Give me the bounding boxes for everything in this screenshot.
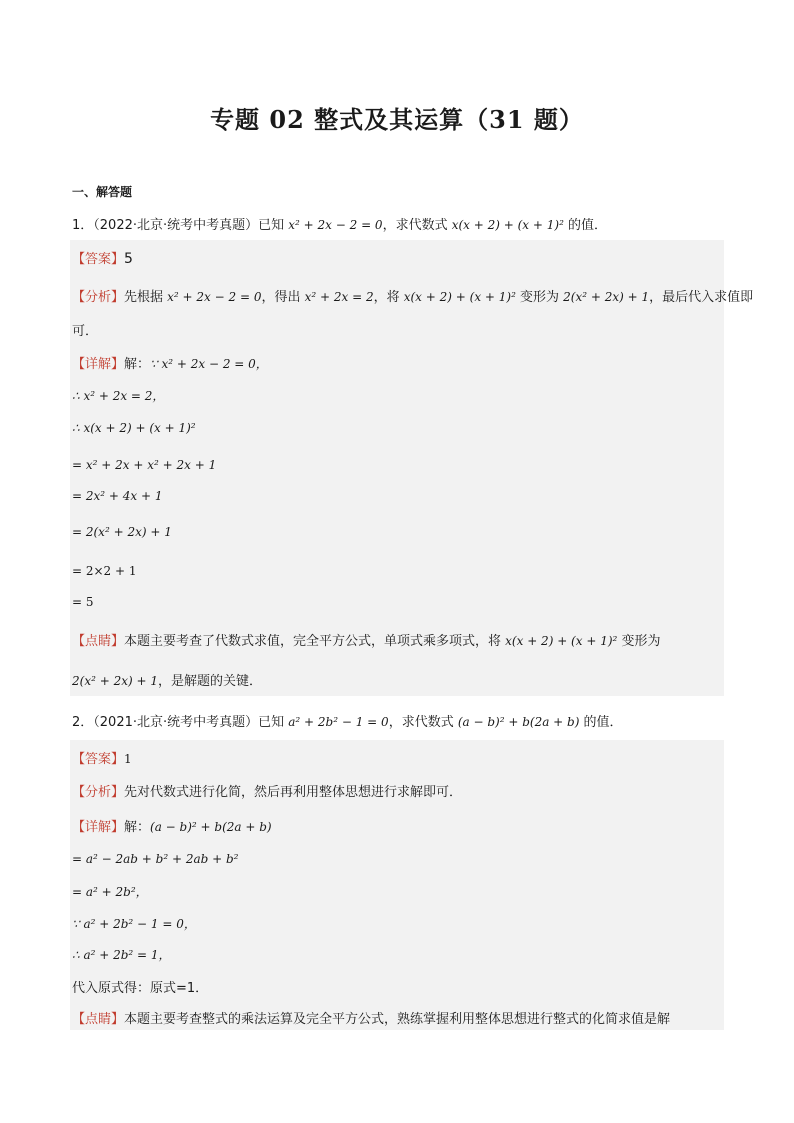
q1-detail-line: ∴ x(x + 2) + (x + 1)² bbox=[72, 421, 196, 435]
question-1-stem: 1．（2022·北京·统考中考真题）已知 x² + 2x − 2 = 0，求代数式 x(x + 2) + (x + 1)² 的值． bbox=[72, 218, 608, 233]
q2-detail: 【详解】解：(a − b)² + b(2a + b) bbox=[72, 820, 272, 835]
q2-detail-line: ∴ a² + 2b² = 1， bbox=[72, 948, 171, 962]
q1-analysis-cont: 可． bbox=[72, 324, 99, 339]
question-2-stem: 2．（2021·北京·统考中考真题）已知 a² + 2b² − 1 = 0，求代数式 (a − b)² + b(2a + b) 的值． bbox=[72, 715, 623, 730]
q1-detail-line: = 2×2 + 1 bbox=[72, 564, 137, 578]
section-heading: 一、解答题 bbox=[72, 185, 133, 199]
q1-detail: 【详解】解：∵ x² + 2x − 2 = 0， bbox=[72, 357, 268, 372]
q2-detail-line: = a² + 2b²， bbox=[72, 885, 148, 899]
q2-substitute: 代入原式得：原式=1． bbox=[72, 981, 209, 996]
q1-detail-line: = 2x² + 4x + 1 bbox=[72, 489, 163, 503]
q1-answer: 【答案】5 bbox=[72, 251, 133, 267]
q2-detail-line: ∵ a² + 2b² − 1 = 0， bbox=[72, 917, 196, 931]
q1-detail-line: = 5 bbox=[72, 595, 94, 609]
q1-point: 【点睛】本题主要考查了代数式求值，完全平方公式，单项式乘多项式，将 x(x + 2) + (x + 1)² 变形为 bbox=[72, 634, 661, 649]
q1-detail-line: = 2(x² + 2x) + 1 bbox=[72, 525, 172, 539]
page-title: 专题 02 整式及其运算（31 题） bbox=[210, 105, 584, 134]
q2-analysis: 【分析】先对代数式进行化简，然后再利用整体思想进行求解即可． bbox=[72, 785, 463, 800]
q2-detail-line: = a² − 2ab + b² + 2ab + b² bbox=[72, 852, 239, 866]
q1-detail-line: ∴ x² + 2x = 2， bbox=[72, 389, 165, 403]
q2-answer: 【答案】1 bbox=[72, 752, 132, 767]
q1-detail-line: = x² + 2x + x² + 2x + 1 bbox=[72, 458, 217, 472]
q1-point-cont: 2(x² + 2x) + 1，是解题的关键． bbox=[72, 674, 262, 689]
q1-analysis: 【分析】先根据 x² + 2x − 2 = 0，得出 x² + 2x = 2，将 x(x + 2) + (x + 1)² 变形为 2(x² + 2x) + 1，最后代入求值即 bbox=[72, 290, 754, 305]
q2-point: 【点睛】本题主要考查整式的乘法运算及完全平方公式，熟练掌握利用整体思想进行整式的化简求值是解 bbox=[72, 1012, 671, 1027]
